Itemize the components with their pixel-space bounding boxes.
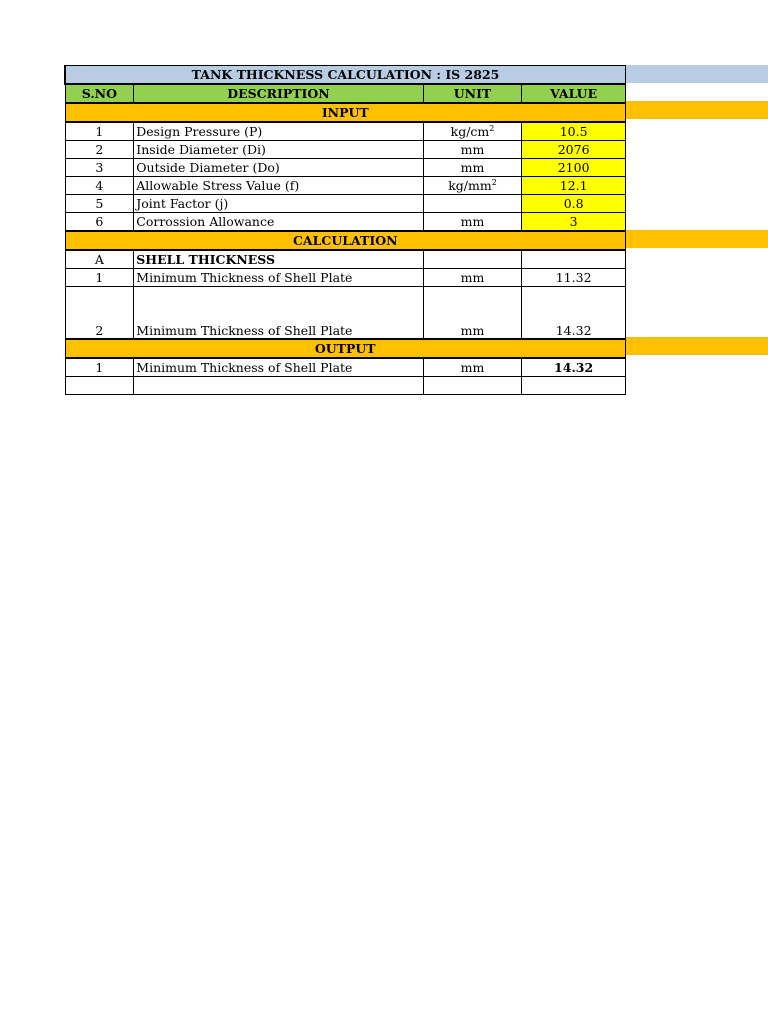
cell-value-input[interactable]: 10.5 [522,122,626,141]
empty-row [65,377,626,395]
cell-sno: 1 [65,122,134,141]
cell-description: Allowable Stress Value (f) [134,177,423,195]
unit-superscript: 2 [489,123,495,133]
section-output-row [65,339,626,358]
unit-base: mm [460,159,485,175]
title-band-extension [625,65,768,83]
cell-description [134,377,423,395]
cell-value-input[interactable]: 2076 [522,141,626,159]
table-row [65,177,626,195]
subheading-row [65,250,626,269]
cell-sno: 1 [65,269,134,287]
cell-sno: 4 [65,177,134,195]
cell-sno: 1 [65,358,134,377]
calculation-sheet [64,65,626,395]
column-header-row [65,84,626,103]
cell-unit [423,141,522,159]
sheet-title: TANK THICKNESS CALCULATION : IS 2825 [65,66,626,85]
cell-sno [65,377,134,395]
table-row [65,269,626,287]
unit-base: mm [460,141,485,157]
cell-unit: mm [423,287,522,340]
cell-unit [423,213,522,232]
cell-value: 14.32 [522,358,626,377]
calculation-band-extension [625,230,768,248]
cell-unit [423,195,522,213]
cell-sno: 3 [65,159,134,177]
output-band-extension [625,337,768,355]
cell-description: Outside Diameter (Do) [134,159,423,177]
cell-description: Minimum Thickness of Shell Plate [134,287,423,340]
cell-value-input[interactable]: 3 [522,213,626,232]
column-header-sno: S.NO [65,84,134,103]
cell-unit: mm [423,358,522,377]
table-row [65,358,626,377]
cell-unit [423,177,522,195]
cell-sno: 6 [65,213,134,232]
cell-sno: A [65,250,134,269]
cell-value: 14.32 [522,287,626,340]
table-row [65,287,626,340]
cell-sno: 5 [65,195,134,213]
cell-value [522,250,626,269]
unit-superscript: 2 [491,177,497,187]
unit-base: kg/mm [448,177,492,193]
cell-unit [423,159,522,177]
cell-value [522,377,626,395]
cell-value-input[interactable]: 12.1 [522,177,626,195]
section-input-row [65,103,626,122]
cell-sno: 2 [65,287,134,340]
cell-description: Minimum Thickness of Shell Plate [134,358,423,377]
cell-sno: 2 [65,141,134,159]
cell-unit [423,250,522,269]
column-header-description: DESCRIPTION [134,84,423,103]
table-row [65,141,626,159]
input-band-extension [625,101,768,119]
cell-description: Corrossion Allowance [134,213,423,232]
cell-description: Minimum Thickness of Shell Plate [134,269,423,287]
table-row [65,213,626,232]
cell-unit [423,377,522,395]
title-row [65,66,626,85]
column-header-unit: UNIT [423,84,522,103]
cell-value: 11.32 [522,269,626,287]
cell-description: SHELL THICKNESS [134,250,423,269]
cell-description: Joint Factor (j) [134,195,423,213]
cell-description: Inside Diameter (Di) [134,141,423,159]
table-row [65,195,626,213]
column-header-value: VALUE [522,84,626,103]
cell-unit: mm [423,269,522,287]
unit-base: mm [460,213,485,229]
cell-unit [423,122,522,141]
table-row [65,159,626,177]
table-row [65,122,626,141]
cell-description: Design Pressure (P) [134,122,423,141]
section-output-label: OUTPUT [65,339,626,358]
section-calculation-label: CALCULATION [65,231,626,250]
unit-base: kg/cm [450,123,490,139]
cell-value-input[interactable]: 0.8 [522,195,626,213]
cell-value-input[interactable]: 2100 [522,159,626,177]
section-input-label: INPUT [65,103,626,122]
section-calculation-row [65,231,626,250]
